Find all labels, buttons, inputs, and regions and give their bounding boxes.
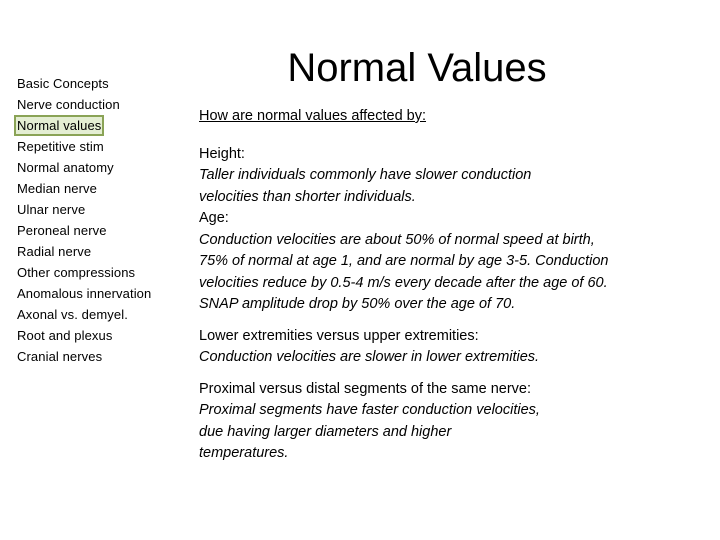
sidebar-item-anomalous-innervation[interactable] — [17, 283, 187, 304]
sidebar-item-label: Cranial nerves — [17, 349, 103, 364]
section-height — [199, 144, 704, 209]
sidebar-item-normal-values[interactable] — [17, 115, 187, 136]
sidebar-item-label: Normal anatomy — [17, 160, 114, 175]
sidebar-item-median-nerve[interactable] — [17, 178, 187, 199]
sidebar-item-label: Axonal vs. demyel. — [17, 307, 128, 322]
sidebar-item-label: Ulnar nerve — [17, 202, 86, 217]
sidebar-item-label: Nerve conduction — [17, 97, 120, 112]
section-heading: Lower extremities versus upper extremities: — [199, 327, 479, 344]
sidebar-item-label: Normal values — [17, 118, 102, 133]
section-text: temperatures. — [199, 445, 289, 461]
sidebar-item-axonal-vs-demyel[interactable] — [17, 304, 187, 325]
page-title: Normal Values — [287, 46, 547, 90]
sidebar-item-label: Radial nerve — [17, 244, 92, 259]
section-heading: Height: — [199, 145, 245, 162]
section-text: velocities reduce by 0.5-4 m/s every decade after the age of 60. — [199, 274, 608, 291]
sidebar-item-radial-nerve[interactable] — [17, 241, 187, 262]
section-text: Proximal segments have faster conduction velocities, — [199, 402, 540, 418]
section-text: Conduction velocities are about 50% of normal speed at birth, — [199, 231, 595, 248]
sidebar-item-label: Peroneal nerve — [17, 223, 107, 238]
sidebar-item-label: Anomalous innervation — [17, 286, 152, 301]
sidebar-nav — [17, 73, 187, 367]
section-text: velocities than shorter individuals. — [199, 188, 416, 205]
sidebar-item-other-compressions[interactable] — [17, 262, 187, 283]
sidebar-item-normal-anatomy[interactable] — [17, 157, 187, 178]
sidebar-item-label: Basic Concepts — [17, 76, 109, 91]
section-text: Conduction velocities are slower in lower extremities. — [199, 349, 540, 365]
sidebar-item-ulnar-nerve[interactable] — [17, 199, 187, 220]
sidebar-item-label: Median nerve — [17, 181, 97, 196]
section-text: 75% of normal at age 1, and are normal by age 3-5. Conduction — [199, 253, 609, 269]
section-segments — [199, 379, 704, 465]
section-heading: Proximal versus distal segments of the same nerve: — [199, 380, 532, 397]
sidebar-item-repetitive-stim[interactable] — [17, 136, 187, 157]
sidebar-item-peroneal-nerve[interactable] — [17, 220, 187, 241]
sidebar-item-label: Other compressions — [17, 265, 136, 280]
sidebar-item-label: Repetitive stim — [17, 139, 104, 154]
sidebar-item-basic-concepts[interactable] — [17, 73, 187, 94]
sidebar-item-root-and-plexus[interactable] — [17, 325, 187, 346]
main-content — [199, 106, 704, 465]
section-extremities — [199, 326, 704, 369]
intro-question: How are normal values affected by: — [199, 108, 427, 124]
sidebar-item-nerve-conduction[interactable] — [17, 94, 187, 115]
section-text: SNAP amplitude drop by 50% over the age of 70. — [199, 296, 516, 312]
sidebar-item-label: Root and plexus — [17, 328, 113, 343]
section-text: Taller individuals commonly have slower conduction — [199, 167, 532, 183]
section-age — [199, 208, 704, 316]
section-heading: Age: — [199, 210, 229, 226]
sidebar-item-cranial-nerves[interactable] — [17, 346, 187, 367]
section-text: due having larger diameters and higher — [199, 423, 452, 440]
